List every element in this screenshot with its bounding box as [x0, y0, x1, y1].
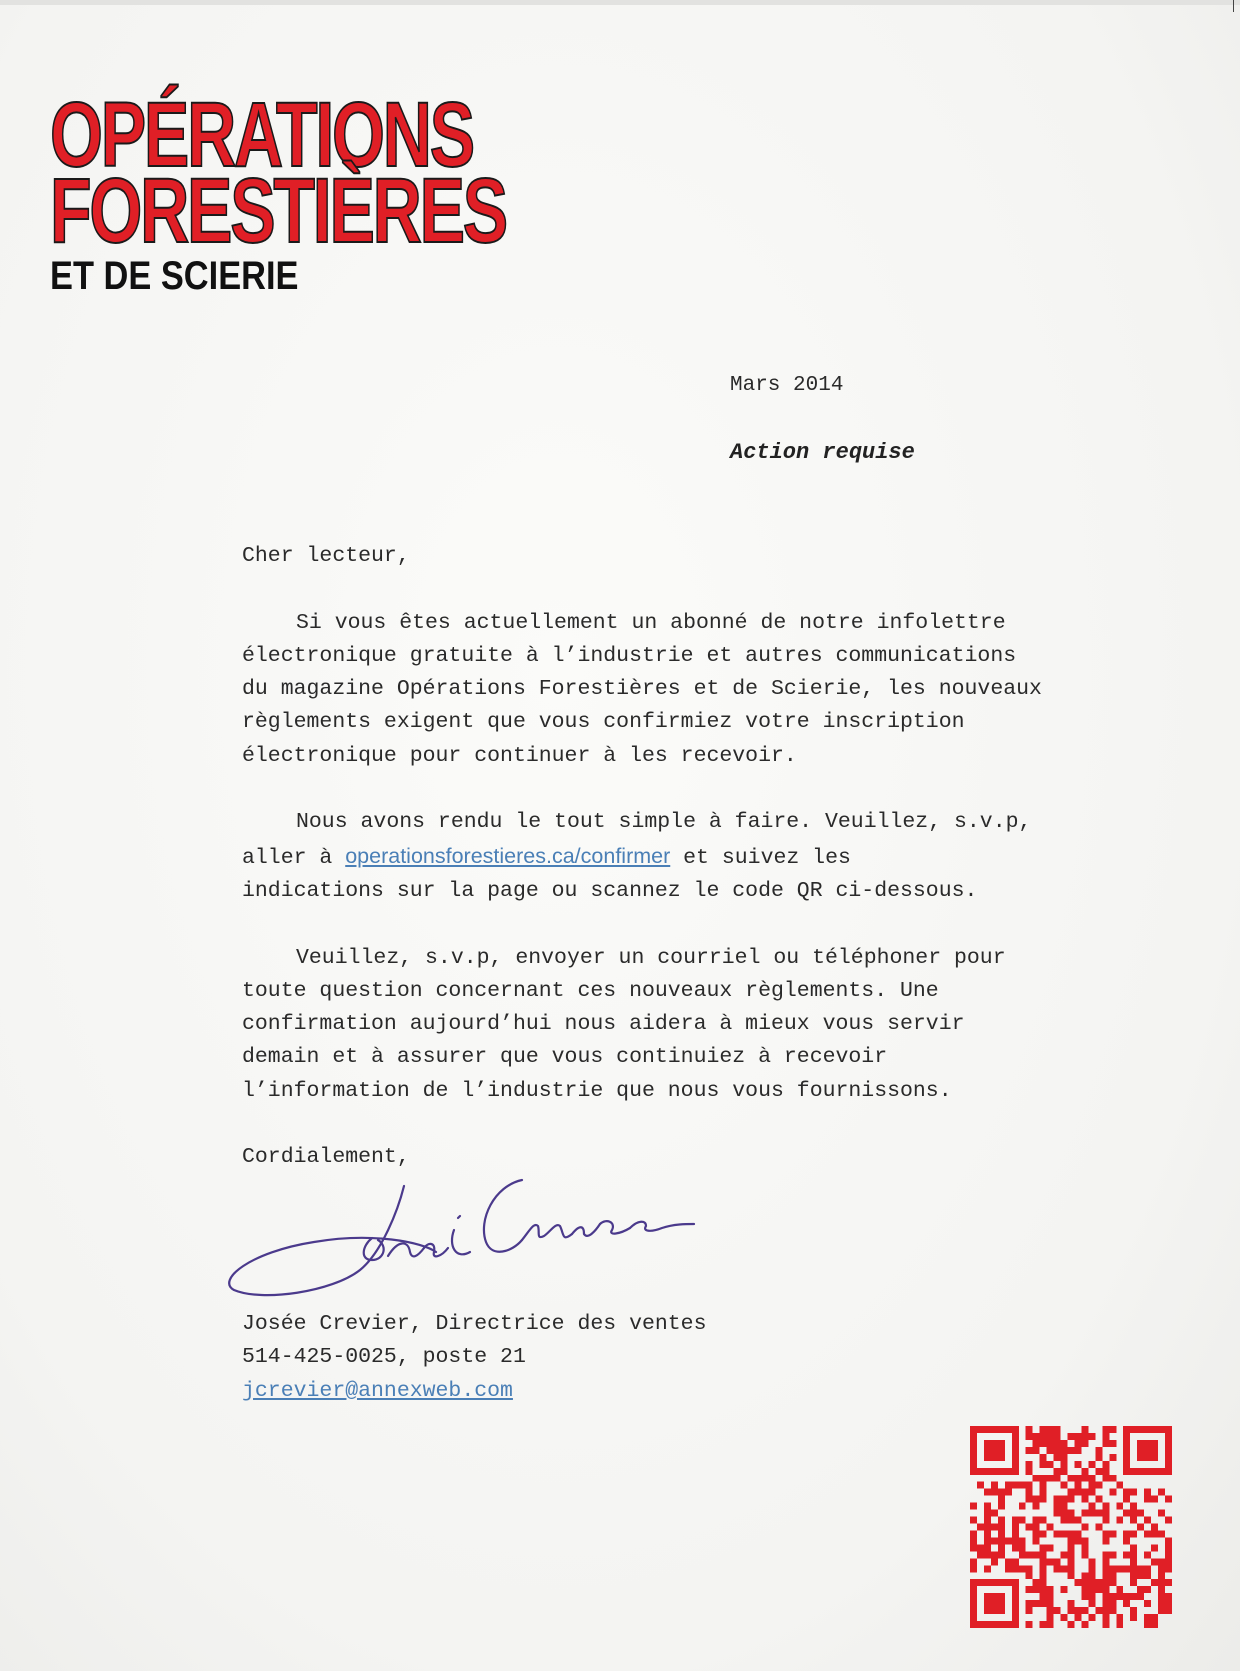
- confirm-link[interactable]: operationsforestieres.ca/confirmer: [345, 843, 671, 868]
- qr-code-icon[interactable]: [970, 1426, 1172, 1628]
- signer-name-title: Josée Crevier, Directrice des ventes: [242, 1312, 707, 1336]
- paragraph-3-line: l’information de l’industrie que nous vous fournissons.: [242, 1078, 952, 1103]
- paragraph-1: [242, 607, 1122, 773]
- logo-line-3: ET DE SCIERIE: [50, 254, 299, 298]
- logo-line-2: FORESTIÈRES: [50, 160, 507, 262]
- signer-phone: 514-425-0025, poste 21: [242, 1345, 526, 1370]
- action-required: Action requise: [730, 440, 915, 465]
- closing: Cordialement,: [242, 1145, 410, 1170]
- paragraph-1-line: règlements exigent que vous confirmiez votre inscription: [242, 710, 965, 735]
- paragraph-2-line: aller à: [242, 845, 346, 870]
- greeting: Cher lecteur,: [242, 544, 410, 568]
- letter-date: Mars 2014: [730, 374, 844, 397]
- magazine-logo: [50, 84, 666, 298]
- crop-mark: [1233, 0, 1234, 12]
- paragraph-2: [242, 806, 1122, 908]
- top-edge: [0, 0, 1240, 5]
- paragraph-1-line: du magazine Opérations Forestières et de Scierie, les nouveaux: [242, 677, 1042, 702]
- paragraph-1-line: électronique pour continuer à les recevoir.: [242, 743, 797, 768]
- paragraph-2-line: Nous avons rendu le tout simple à faire. Veuillez, s.v.p,: [296, 810, 1032, 835]
- paragraph-3-line: demain et à assurer que vous continuiez à recevoir: [242, 1045, 888, 1070]
- paragraph-3: [242, 942, 1122, 1108]
- logo-line-1: OPÉRATIONS: [50, 84, 473, 186]
- paragraph-1-line: Si vous êtes actuellement un abonné de notre infolettre: [296, 610, 1006, 635]
- paragraph-1-line: électronique gratuite à l’industrie et autres communications: [242, 643, 1017, 668]
- signer-block: [242, 1308, 706, 1408]
- letter-body: [242, 540, 1122, 1208]
- paragraph-2-line: et suivez les: [670, 845, 851, 870]
- paragraph-3-line: Veuillez, s.v.p, envoyer un courriel ou téléphoner pour: [296, 945, 1006, 970]
- handwritten-signature: [222, 1160, 712, 1320]
- paragraph-2-line: indications sur la page ou scannez le code QR ci-dessous.: [242, 878, 978, 903]
- paragraph-3-line: toute question concernant ces nouveaux règlements. Une: [242, 978, 939, 1003]
- paragraph-3-line: confirmation aujourd’hui nous aidera à mieux vous servir: [242, 1012, 965, 1037]
- signer-email-link[interactable]: jcrevier@annexweb.com: [242, 1378, 513, 1403]
